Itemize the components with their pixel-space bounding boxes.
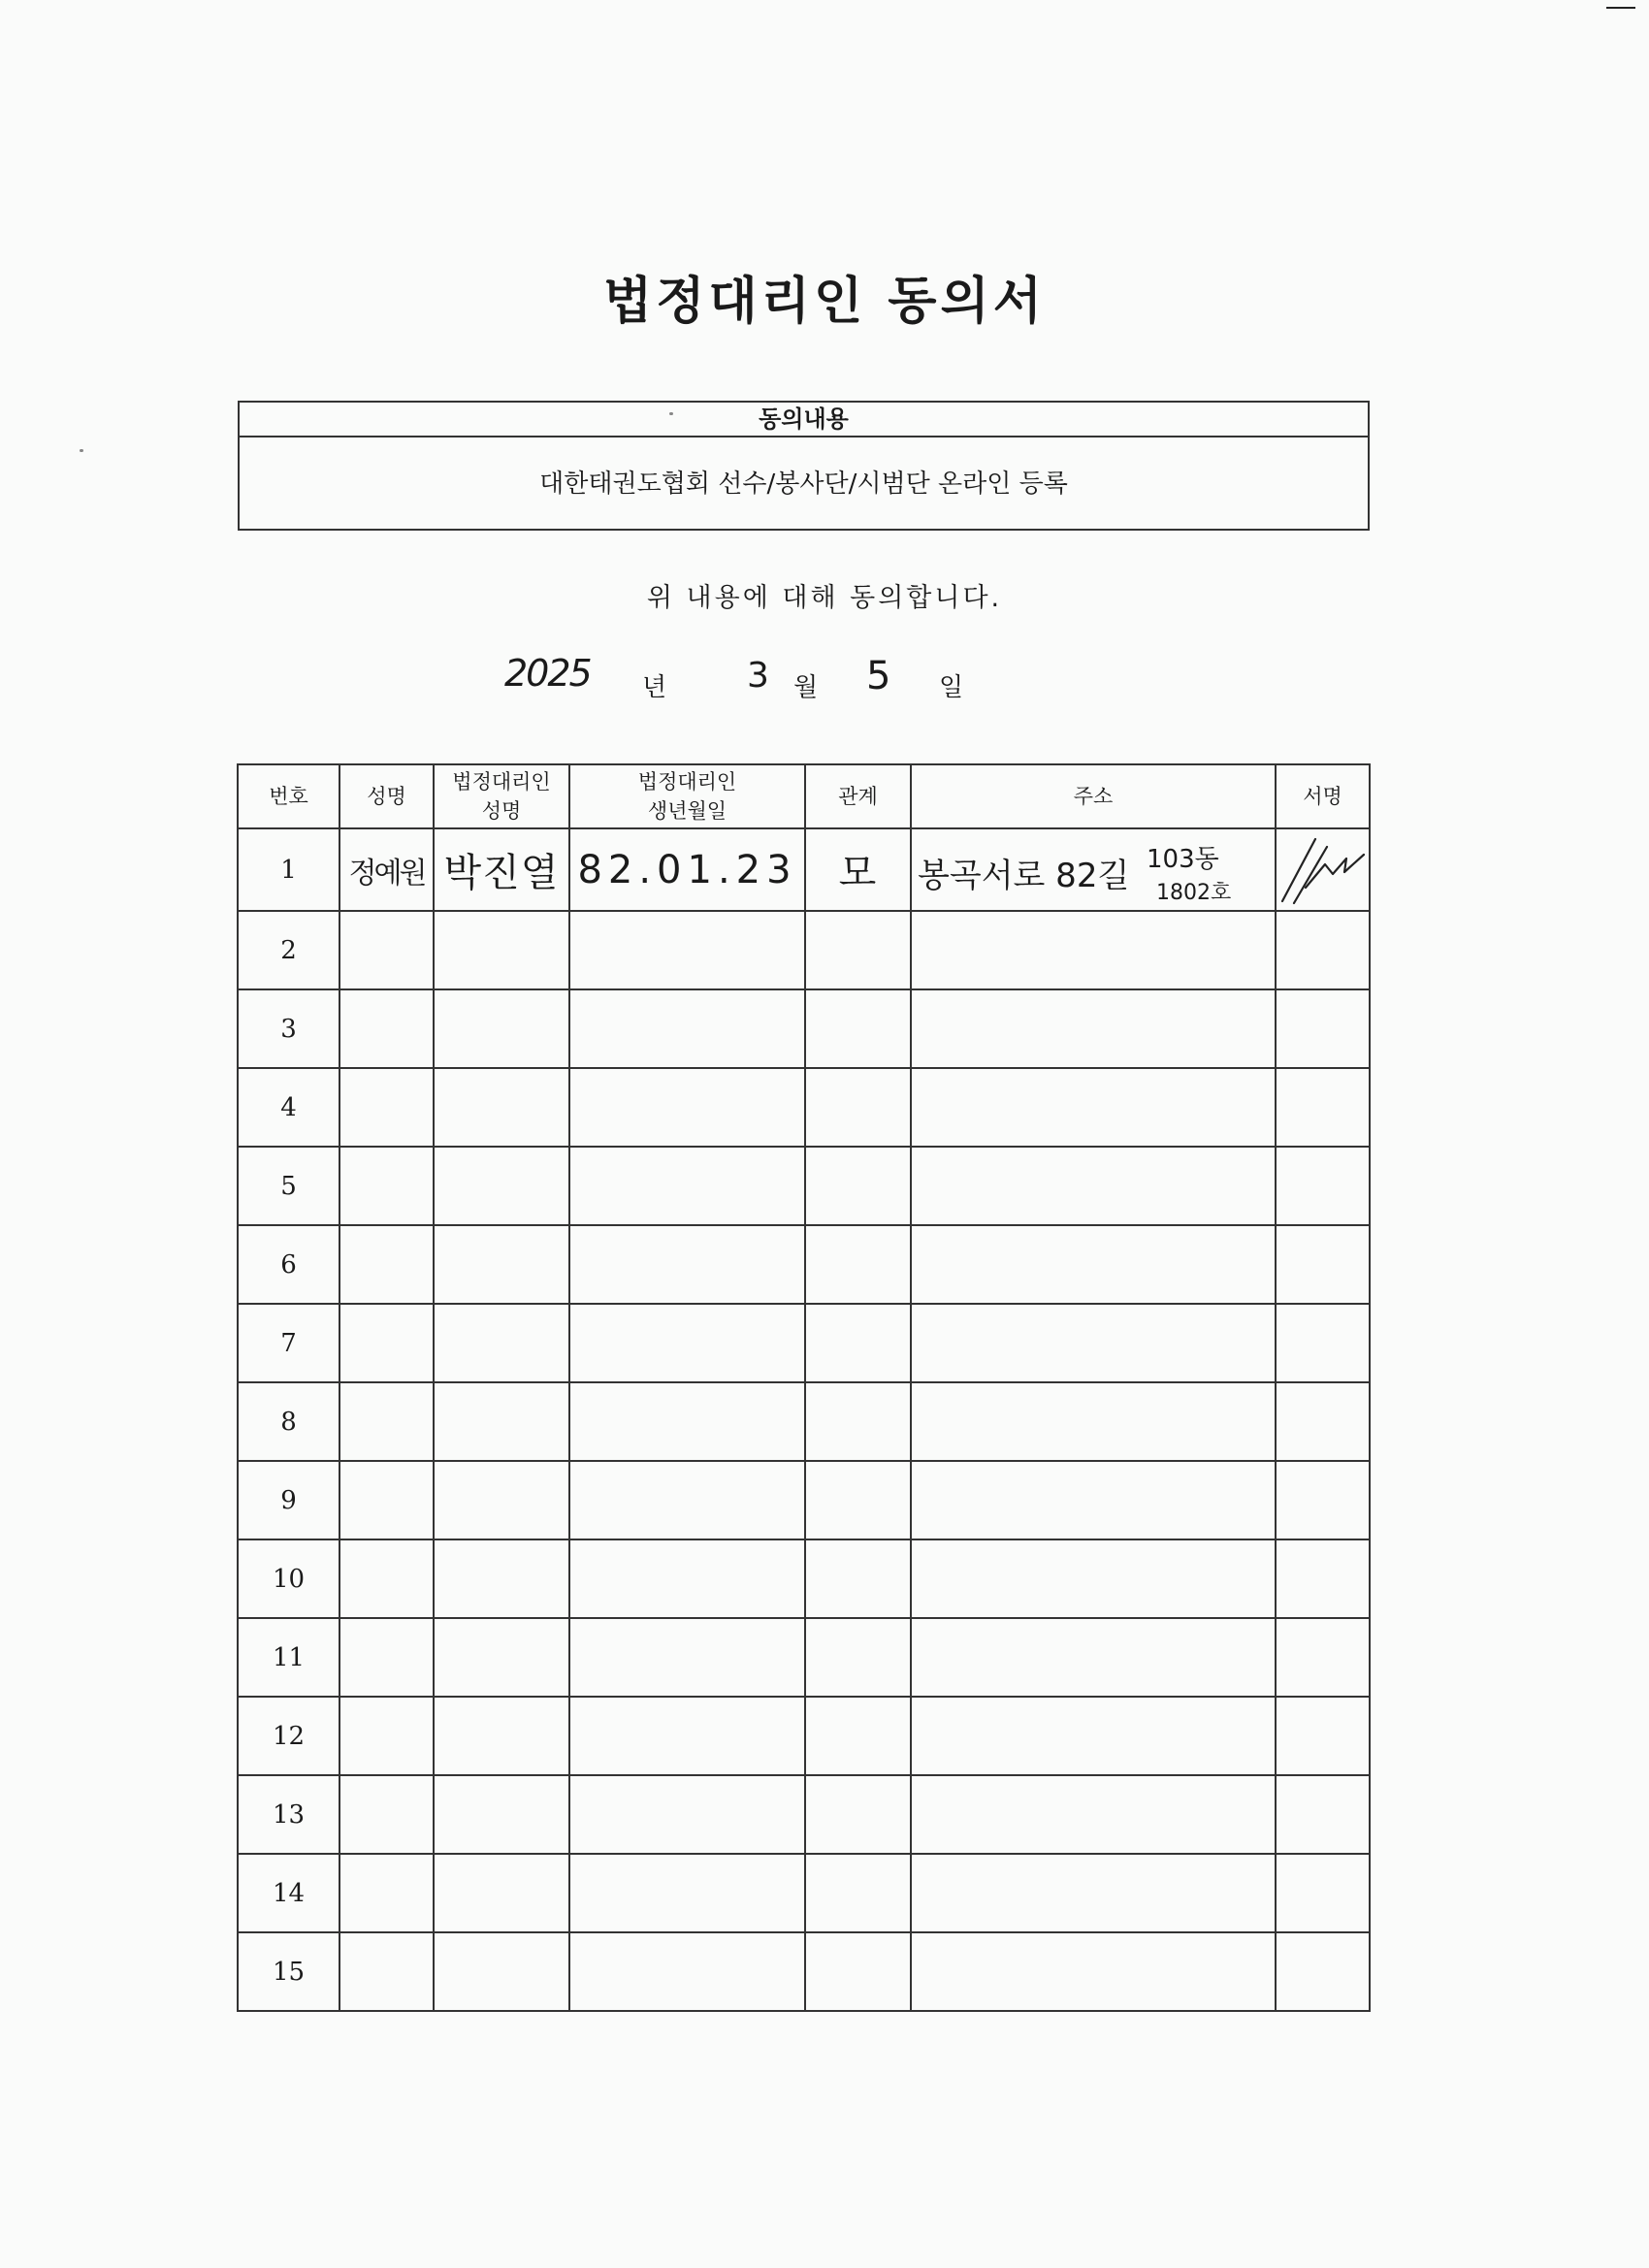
signature-cell — [1276, 1382, 1370, 1461]
signature-cell — [1276, 828, 1370, 911]
address-cell — [911, 828, 1276, 911]
row-number: 4 — [238, 1068, 340, 1147]
guardian-name — [434, 1854, 569, 1932]
table-row — [238, 1775, 1370, 1854]
address-cell — [911, 1068, 1276, 1147]
guardian-name — [434, 1382, 569, 1461]
relation — [805, 1618, 911, 1697]
table-row — [238, 1932, 1370, 2011]
row-number: 8 — [238, 1382, 340, 1461]
date-year: 2025 — [504, 652, 591, 695]
relation — [805, 1304, 911, 1382]
date-day-label: 일 — [939, 673, 964, 702]
minor-name — [340, 1618, 434, 1697]
signature-cell — [1276, 1854, 1370, 1932]
header-guardian-dob — [569, 764, 805, 828]
signature-cell — [1276, 1539, 1370, 1618]
scan-speck — [80, 449, 83, 452]
header-no: 번호 — [238, 764, 340, 828]
signature-cell — [1276, 1697, 1370, 1775]
table-row — [238, 1461, 1370, 1539]
address-cell — [911, 1854, 1276, 1932]
header-guardian-dob-line1: 법정대리인 — [637, 770, 737, 794]
consent-content: 대한태권도협회 선수/봉사단/시범단 온라인 등록 — [539, 470, 1068, 499]
agreement-statement: 위 내용에 대해 동의합니다. — [646, 583, 1003, 613]
relation — [805, 1147, 911, 1225]
signature-cell — [1276, 1775, 1370, 1854]
relation — [805, 989, 911, 1068]
address-ho: 1802호 — [1156, 881, 1232, 905]
guardian-dob — [569, 1618, 805, 1697]
minor-name — [340, 1068, 434, 1147]
guardian-name — [434, 989, 569, 1068]
address-cell — [911, 1697, 1276, 1775]
signature-cell — [1276, 1304, 1370, 1382]
relation — [805, 1932, 911, 2011]
address-cell — [911, 1539, 1276, 1618]
row-number: 6 — [238, 1225, 340, 1304]
guardian-name — [434, 1225, 569, 1304]
guardian-name — [434, 911, 569, 989]
guardian-dob — [569, 1382, 805, 1461]
row-number: 7 — [238, 1304, 340, 1382]
signature-cell — [1276, 1147, 1370, 1225]
row-number: 15 — [238, 1932, 340, 2011]
minor-name — [340, 1539, 434, 1618]
guardian-dob — [569, 1225, 805, 1304]
date-year-label: 년 — [642, 673, 667, 702]
header-guardian-name-line1: 법정대리인 — [452, 770, 551, 794]
guardian-name — [434, 1932, 569, 2011]
table-header-row — [238, 764, 1370, 828]
guardian-name — [434, 1775, 569, 1854]
minor-name — [340, 911, 434, 989]
header-signature: 서명 — [1276, 764, 1370, 828]
minor-name — [340, 1147, 434, 1225]
relation — [805, 1461, 911, 1539]
guardian-dob — [569, 1539, 805, 1618]
minor-name — [340, 989, 434, 1068]
header-relation: 관계 — [805, 764, 911, 828]
date-month: 3 — [747, 656, 769, 696]
relation — [805, 1382, 911, 1461]
guardian-dob — [569, 1068, 805, 1147]
minor-name — [340, 1775, 434, 1854]
address-cell — [911, 1304, 1276, 1382]
row-number: 11 — [238, 1618, 340, 1697]
relation — [805, 1539, 911, 1618]
guardian-dob — [569, 1461, 805, 1539]
guardian-dob — [569, 1854, 805, 1932]
relation — [805, 911, 911, 989]
table-row — [238, 1539, 1370, 1618]
document-title: 법정대리인 동의서 — [603, 273, 1046, 331]
row-number: 13 — [238, 1775, 340, 1854]
guardian-dob — [569, 989, 805, 1068]
relation: 모 — [805, 828, 911, 911]
relation — [805, 1775, 911, 1854]
address-cell — [911, 1618, 1276, 1697]
minor-name — [340, 1382, 434, 1461]
row-number: 10 — [238, 1539, 340, 1618]
relation — [805, 1854, 911, 1932]
signature-cell — [1276, 1461, 1370, 1539]
header-name: 성명 — [340, 764, 434, 828]
table-row — [238, 911, 1370, 989]
table-row — [238, 1147, 1370, 1225]
guardian-name: 박진열 — [434, 828, 569, 911]
minor-name: 정예원 — [340, 828, 434, 911]
address-cell — [911, 911, 1276, 989]
table-row — [238, 1225, 1370, 1304]
address-cell — [911, 1225, 1276, 1304]
guardian-dob — [569, 1697, 805, 1775]
address-cell — [911, 1147, 1276, 1225]
guardian-dob: 82.01.23 — [569, 828, 805, 911]
header-guardian-dob-line2: 생년월일 — [647, 799, 728, 823]
header-guardian-name — [434, 764, 569, 828]
address-dong: 103동 — [1147, 845, 1219, 874]
guardian-name — [434, 1461, 569, 1539]
address: 봉곡서로 82길 — [918, 857, 1130, 895]
row-number: 5 — [238, 1147, 340, 1225]
row-number: 3 — [238, 989, 340, 1068]
header-guardian-name-line2: 성명 — [481, 799, 522, 823]
signature-cell — [1276, 1932, 1370, 2011]
guardian-dob — [569, 911, 805, 989]
minor-name — [340, 1932, 434, 2011]
relation — [805, 1697, 911, 1775]
row-number: 1 — [238, 828, 340, 911]
guardian-dob — [569, 1304, 805, 1382]
row-number: 12 — [238, 1697, 340, 1775]
minor-name — [340, 1304, 434, 1382]
guardian-roster-table — [237, 763, 1371, 2012]
guardian-dob — [569, 1775, 805, 1854]
row-number: 14 — [238, 1854, 340, 1932]
handwritten-signature — [1277, 829, 1369, 906]
signature-cell — [1276, 911, 1370, 989]
table-row — [238, 1068, 1370, 1147]
address-cell — [911, 1461, 1276, 1539]
table-row — [238, 989, 1370, 1068]
signature-cell — [1276, 989, 1370, 1068]
minor-name — [340, 1854, 434, 1932]
guardian-name — [434, 1618, 569, 1697]
date-month-label: 월 — [793, 673, 819, 702]
minor-name — [340, 1461, 434, 1539]
guardian-name — [434, 1304, 569, 1382]
relation — [805, 1225, 911, 1304]
guardian-name — [434, 1539, 569, 1618]
consent-heading: 동의내용 — [240, 403, 1368, 437]
signature-cell — [1276, 1068, 1370, 1147]
guardian-name — [434, 1147, 569, 1225]
corner-scan-mark — [1606, 7, 1635, 9]
row-number: 2 — [238, 911, 340, 989]
address-cell — [911, 1382, 1276, 1461]
table-row — [238, 1854, 1370, 1932]
row-number: 9 — [238, 1461, 340, 1539]
address-cell — [911, 1932, 1276, 2011]
guardian-dob — [569, 1147, 805, 1225]
table-row — [238, 1382, 1370, 1461]
address-cell — [911, 1775, 1276, 1854]
minor-name — [340, 1697, 434, 1775]
table-row — [238, 1697, 1370, 1775]
relation — [805, 1068, 911, 1147]
date-day: 5 — [866, 654, 891, 698]
guardian-dob — [569, 1932, 805, 2011]
consent-box — [238, 401, 1370, 531]
guardian-name — [434, 1068, 569, 1147]
address-cell — [911, 989, 1276, 1068]
signature-cell — [1276, 1225, 1370, 1304]
table-row — [238, 1618, 1370, 1697]
guardian-name — [434, 1697, 569, 1775]
minor-name — [340, 1225, 434, 1304]
table-row — [238, 1304, 1370, 1382]
header-address: 주소 — [911, 764, 1276, 828]
signature-cell — [1276, 1618, 1370, 1697]
table-row — [238, 828, 1370, 911]
